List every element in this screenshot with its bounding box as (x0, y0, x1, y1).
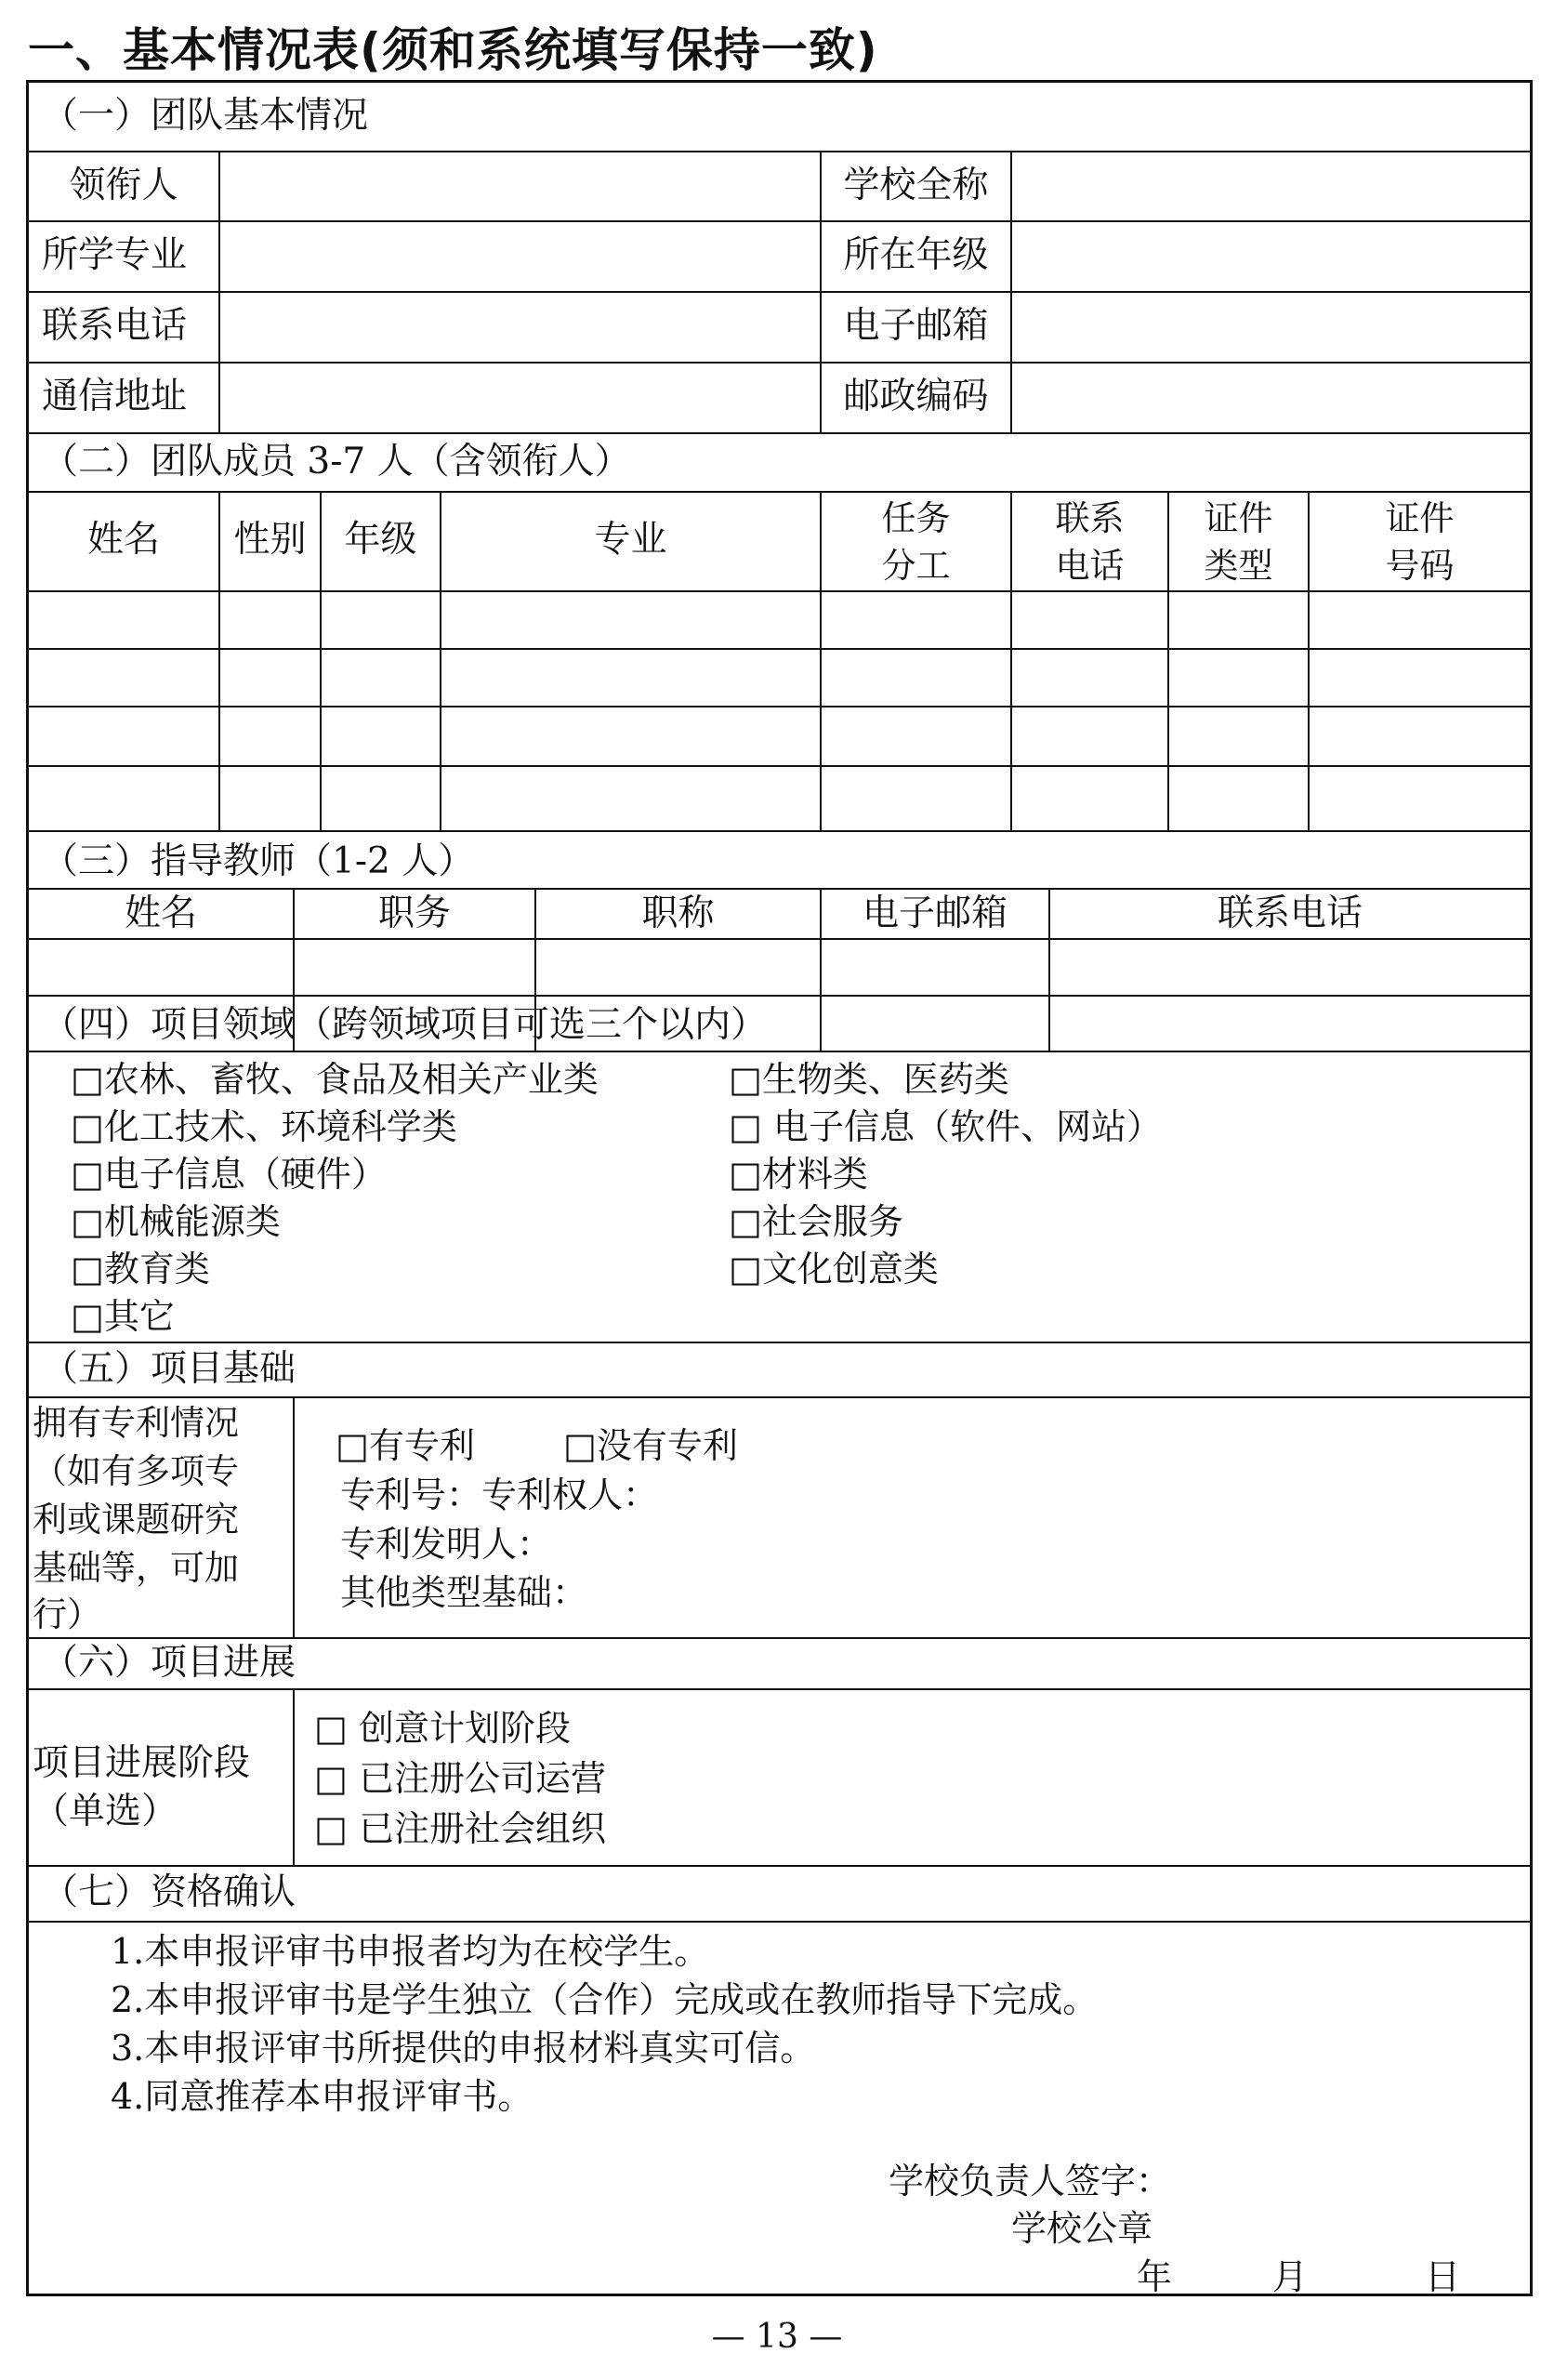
patent-option-no[interactable]: □没有专利 (563, 1425, 738, 1466)
col-member-id-type: 证件 类型 (1204, 498, 1273, 586)
label-postcode: 邮政编码 (843, 376, 989, 417)
qualification-item-2: 2.本申报评审书是学生独立（合作）完成或在教师指导下完成。 (111, 1979, 1099, 2020)
application-form-table (26, 80, 1533, 2296)
field-option-social-service[interactable]: □社会服务 (729, 1201, 903, 1242)
label-grade: 所在年级 (843, 234, 989, 276)
document-title: 一、基本情况表(须和系统填写保持一致) (28, 23, 878, 77)
progress-option-company[interactable]: □ 已注册公司运营 (314, 1758, 606, 1799)
patent-label-line-1: 拥有专利情况 (33, 1403, 239, 1443)
label-phone: 联系电话 (42, 305, 188, 347)
qualification-item-3: 3.本申报评审书所提供的申报材料真实可信。 (111, 2028, 816, 2069)
school-seal-label: 学校公章 (1011, 2208, 1153, 2249)
patent-option-yes[interactable]: □有专利 (336, 1425, 475, 1466)
label-school-name: 学校全称 (843, 165, 989, 206)
label-major: 所学专业 (42, 234, 188, 276)
field-option-agriculture[interactable]: □农林、畜牧、食品及相关产业类 (71, 1059, 599, 1100)
field-option-materials[interactable]: □材料类 (729, 1154, 868, 1195)
col-member-grade: 年级 (344, 519, 417, 561)
section-6-header: （六）项目进展 (42, 1642, 296, 1684)
col-teacher-phone: 联系电话 (1217, 892, 1363, 934)
col-member-name: 姓名 (86, 519, 160, 561)
section-3-header: （三）指导教师（1-2 人） (42, 840, 475, 882)
field-option-chemistry[interactable]: □化工技术、环境科学类 (71, 1106, 457, 1147)
progress-option-idea-stage[interactable]: □ 创意计划阶段 (314, 1708, 571, 1749)
section-5-header: （五）项目基础 (42, 1348, 296, 1390)
page-number: — 13 — (711, 2318, 843, 2356)
field-option-electronics-software[interactable]: □ 电子信息（软件、网站） (729, 1106, 1162, 1147)
label-address: 通信地址 (42, 376, 188, 417)
section-7-header: （七）资格确认 (42, 1871, 296, 1913)
col-member-id-number: 证件 号码 (1385, 498, 1455, 586)
field-option-mechanical-energy[interactable]: □机械能源类 (71, 1201, 281, 1242)
col-teacher-email: 电子邮箱 (862, 892, 1007, 934)
field-option-other[interactable]: □其它 (71, 1296, 175, 1337)
principal-signature-label: 学校负责人签字： (889, 2161, 1172, 2202)
col-member-major: 专业 (594, 519, 667, 561)
label-email: 电子邮箱 (843, 305, 989, 347)
col-teacher-name: 姓名 (124, 892, 197, 934)
qualification-item-4: 4.同意推荐本申报评审书。 (111, 2076, 533, 2117)
field-option-biology[interactable]: □生物类、医药类 (729, 1059, 1009, 1100)
date-year-label: 年 (1137, 2256, 1173, 2297)
col-member-task: 任务 分工 (881, 498, 951, 586)
field-option-education[interactable]: □教育类 (71, 1249, 210, 1289)
date-day-label: 日 (1425, 2256, 1461, 2297)
section-4-header: （四）项目领域（跨领域项目可选三个以内） (42, 1004, 768, 1046)
patent-label-line-3: 利或课题研究 (33, 1500, 239, 1540)
col-member-phone: 联系 电话 (1055, 498, 1125, 586)
col-teacher-position: 职务 (377, 892, 451, 934)
qualification-item-1: 1.本申报评审书申报者均为在校学生。 (111, 1931, 710, 1972)
patent-label-line-2: （如有多项专 (33, 1451, 239, 1491)
col-teacher-title: 职称 (641, 892, 715, 934)
field-option-electronics-hardware[interactable]: □电子信息（硬件） (71, 1154, 387, 1195)
patent-label-line-4: 基础等，可加 (33, 1548, 239, 1588)
patent-inventor-line: 专利发明人： (340, 1524, 553, 1565)
patent-number-owner-line: 专利号：专利权人： (340, 1474, 659, 1515)
field-option-culture-creative[interactable]: □文化创意类 (729, 1249, 939, 1289)
progress-option-social-org[interactable]: □ 已注册社会组织 (314, 1808, 606, 1849)
other-basis-line: 其他类型基础： (340, 1572, 588, 1613)
progress-label-line-1: 项目进展阶段 (33, 1742, 251, 1784)
section-1-header: （一）团队基本情况 (42, 95, 369, 137)
progress-label-line-2: （单选） (33, 1791, 178, 1832)
col-member-gender: 性别 (233, 519, 307, 561)
label-leader: 领衔人 (69, 165, 178, 206)
section-2-header: （二）团队成员 3-7 人（含领衔人） (42, 441, 631, 483)
date-month-label: 月 (1272, 2256, 1309, 2297)
patent-label-line-5: 行） (33, 1594, 101, 1634)
